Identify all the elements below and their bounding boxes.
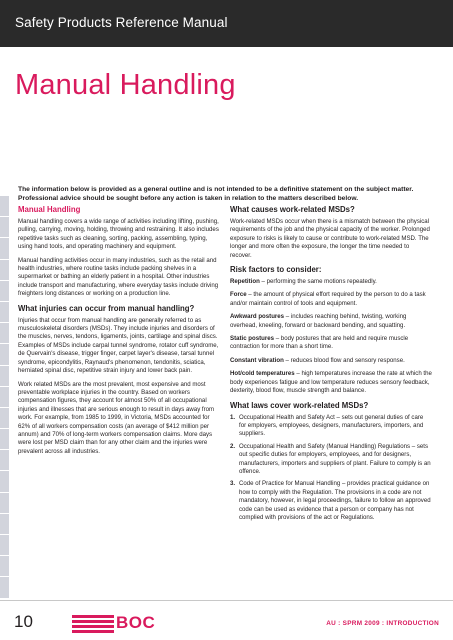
- logo-text: BOC: [116, 613, 156, 632]
- risk-text: – performing the same motions repeatedly.: [259, 278, 377, 286]
- risk-item: [230, 335, 432, 352]
- risk-label: Repetition: [230, 278, 260, 286]
- list-number: 3.: [230, 480, 236, 488]
- list-item: [230, 480, 432, 522]
- paragraph: Manual handling activities occur in many industries, such as the retail and health industries, where routine tasks include packing shelves in a supermarket or bathing an elderly patient in a hospital. Other industries include transport and manufacturing, where everyday tasks include driving freighters long distances or working on a production line.: [18, 256, 219, 298]
- risk-label: Static postures: [230, 335, 275, 343]
- risk-label: Awkward postures: [230, 313, 285, 321]
- list-number: 2.: [230, 442, 236, 450]
- risk-item: [230, 313, 432, 330]
- manual-title: Safety Products Reference Manual: [15, 15, 228, 30]
- risk-item: [230, 291, 432, 308]
- logo-stripes-icon: [72, 615, 114, 632]
- footer-reference: AU : SPRM 2009 : INTRODUCTION: [326, 620, 439, 627]
- list-text: Occupational Health and Safety Act – sets out general duties of care for employers, employees, designers, manufacturers, importers, and suppliers.: [239, 413, 424, 438]
- section-heading-laws: What laws cover work-related MSDs?: [230, 400, 369, 410]
- right-column: [230, 205, 432, 526]
- risk-item: [230, 278, 432, 286]
- risk-text: – includes reaching behind, twisting, working overhead, kneeling, forward or backward bending, and squatting.: [230, 313, 407, 329]
- list-item: [230, 443, 432, 477]
- paragraph: Work-related MSDs occur when there is a mismatch between the physical requirements of the job and the physical capacity of the worker. Prolonged exposure to risks is likely to cause or contribute to work-related MSD. The longer and more often the exposure, the longer the time needed to recover.: [230, 218, 430, 259]
- left-column: [18, 205, 220, 461]
- risk-label: Force: [230, 291, 247, 299]
- risk-text: – the amount of physical effort required by the person to do a task and/or maintain control of tools and equipment.: [230, 291, 426, 307]
- boc-logo: [72, 612, 156, 636]
- list-text: Occupational Health and Safety (Manual Handling) Regulations – sets out specific duties for employers, employees, and for designers, manufacturers, importers and suppliers of plant. Failure to comply is an offence.: [239, 442, 431, 475]
- risk-label: Constant vibration: [230, 356, 284, 364]
- risk-text: – reduces blood flow and sensory response.: [283, 356, 405, 364]
- section-heading-causes: What causes work-related MSDs?: [230, 205, 355, 214]
- list-item: [230, 414, 432, 439]
- page-number: 10: [14, 612, 33, 631]
- risk-item: [230, 370, 432, 395]
- intro-disclaimer: The information below is provided as a general outline and is not intended to be a definitive statement on the subject matter. Professional advice should be sought before any action is taken in relation to the matters described below.: [18, 186, 414, 202]
- paragraph: Manual handling covers a wide range of activities including lifting, pushing, pulling, carrying, moving, holding, throwing and restraining. It also includes repetitive tasks such as cleaning, sorting, packing, assembling, typing, using hand tools, and operating machinery and equipment.: [18, 218, 219, 251]
- section-heading-risk-factors: Risk factors to consider:: [230, 265, 322, 275]
- risk-text: – body postures that are held and require muscle contraction for more than a short time.: [230, 335, 409, 351]
- page-title: Manual Handling: [15, 69, 236, 101]
- laws-list: [230, 414, 432, 523]
- risk-text: – high temperatures increase the rate at which the body experiences fatigue and low temperature reduces sensory feedback, dexterity, blood flow, muscle strength and balance.: [230, 370, 432, 395]
- list-text: Code of Practice for Manual Handling – provides practical guidance on how to comply with the Regulation. The provisions in a code are not mandatory, however, in legal proceedings, failure to follow an approved code can be used as evidence that a person or company has not complied with provisions of the act or Regulations.: [239, 480, 431, 521]
- footer-divider: [0, 600, 453, 601]
- page-header: [0, 0, 453, 47]
- paragraph: Work related MSDs are the most prevalent, most expensive and most preventable workplace injuries in the country. Based on workers compensation figures, they account for almost 50% of all occupational injuries and illnesses that are serious enough to result in days away from work. For example, from 1985 to 1999, in Victoria, MSDs accounted for 62% of all workers compensation costs (an average of $412 million per annum) and 70% of long-term workers compensation claims. More days were lost per MSD claim than for any other claim and the injuries were prevalent across all industries.: [18, 380, 215, 455]
- list-number: 1.: [230, 413, 236, 421]
- paragraph: Injuries that occur from manual handling are generally referred to as musculoskeletal disorders (MSDs). They include injuries and disorders of the muscles, nerves, tendons, ligaments, joints, cartilage and spinal discs. Examples of MSDs include carpal tunnel syndrome, rotator cuff syndrome, de Quervain's disease, trigger finger, carpet layer's disease, tarsal tunnel syndrome, epicondylitis, Raynaud's phenomenon, tendonitis, sciatica, herniated spinal disc, repetitive strain injury and lower back pain.: [18, 316, 219, 375]
- section-heading-injuries: What injuries can occur from manual handling?: [18, 303, 195, 313]
- risk-label: Hot/cold temperatures: [230, 370, 295, 378]
- risk-item: [230, 357, 432, 365]
- section-heading-manual-handling: Manual Handling: [18, 205, 81, 214]
- side-strip: [0, 196, 9, 598]
